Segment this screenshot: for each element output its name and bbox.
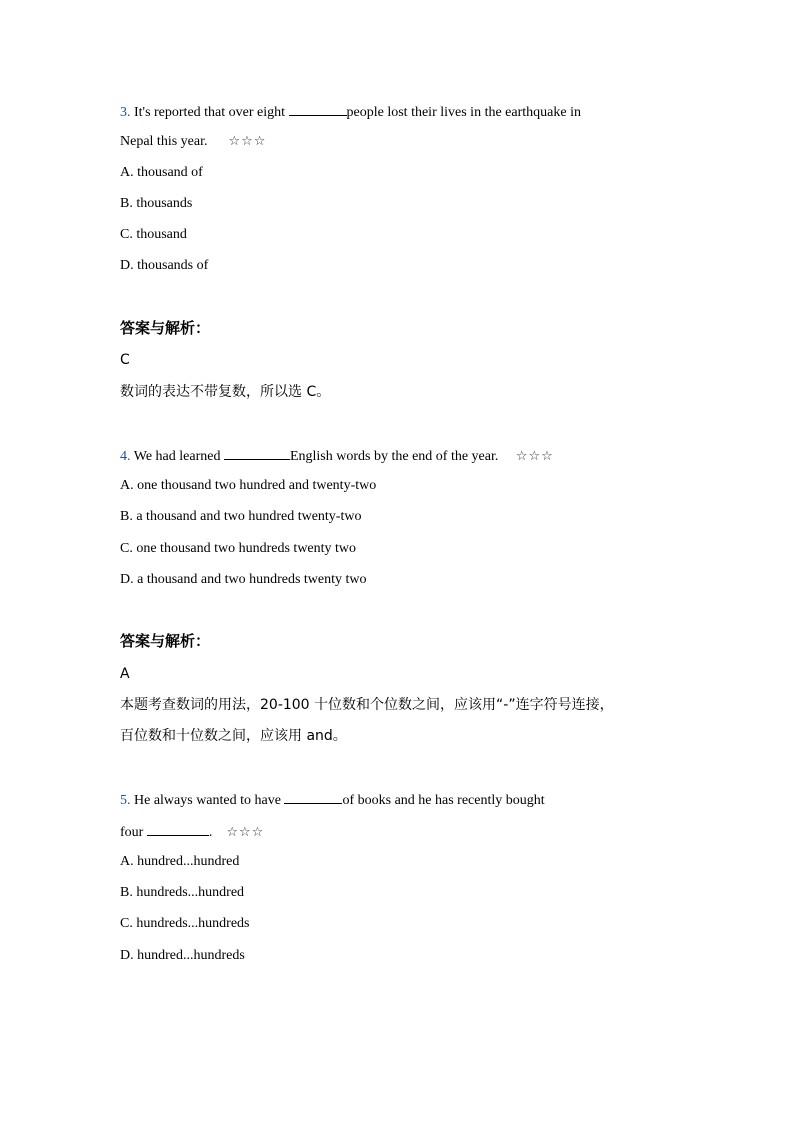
answer-blank <box>284 790 342 804</box>
answer-blank <box>224 446 290 460</box>
explanation-line-1: 数词的表达不带复数，所以选 C。 <box>120 384 331 400</box>
explanation-line-2: 百位数和十位数之间，应该用 and。 <box>120 728 347 744</box>
difficulty-stars: ☆☆☆ <box>226 825 265 840</box>
question-3-line-1: 3. It's reported that over eight people lost their lives in the earthquake in <box>120 102 581 122</box>
question-5-line-2: four . ☆☆☆ <box>120 822 264 842</box>
option-d: D. a thousand and two hundreds twenty two <box>120 572 367 587</box>
question-number: 3. <box>120 105 131 120</box>
question-4-line-1: 4. We had learned English words by the end of the year. ☆☆☆ <box>120 446 554 466</box>
question-3-line-2: Nepal this year. ☆☆☆ <box>120 134 267 149</box>
option-d: D. hundred...hundreds <box>120 948 245 963</box>
option-b: B. hundreds...hundred <box>120 885 245 900</box>
answer-heading: 答案与解析： <box>120 632 211 650</box>
answer-blank <box>289 102 347 116</box>
option-b: B. a thousand and two hundred twenty-two <box>120 509 362 524</box>
option-c: C. one thousand two hundreds twenty two <box>120 541 357 556</box>
question-number: 4. <box>120 449 131 464</box>
answer-letter: C <box>120 352 130 368</box>
option-d: D. thousands of <box>120 258 209 273</box>
answer-blank <box>147 822 209 836</box>
difficulty-stars: ☆☆☆ <box>228 134 267 149</box>
question-5-line-1: 5. He always wanted to have of books and he has recently bought <box>120 790 545 810</box>
answer-heading: 答案与解析： <box>120 319 211 337</box>
option-a: A. thousand of <box>120 165 203 180</box>
explanation-line-1: 本题考查数词的用法，20-100 十位数和个位数之间，应该用“-”连字符号连接， <box>120 697 614 713</box>
answer-letter: A <box>120 666 130 682</box>
option-b: B. thousands <box>120 196 193 211</box>
option-a: A. one thousand two hundred and twenty-two <box>120 478 377 493</box>
difficulty-stars: ☆☆☆ <box>515 449 554 464</box>
option-c: C. thousand <box>120 227 187 242</box>
option-c: C. hundreds...hundreds <box>120 916 250 931</box>
option-a: A. hundred...hundred <box>120 854 240 869</box>
question-number: 5. <box>120 793 131 808</box>
